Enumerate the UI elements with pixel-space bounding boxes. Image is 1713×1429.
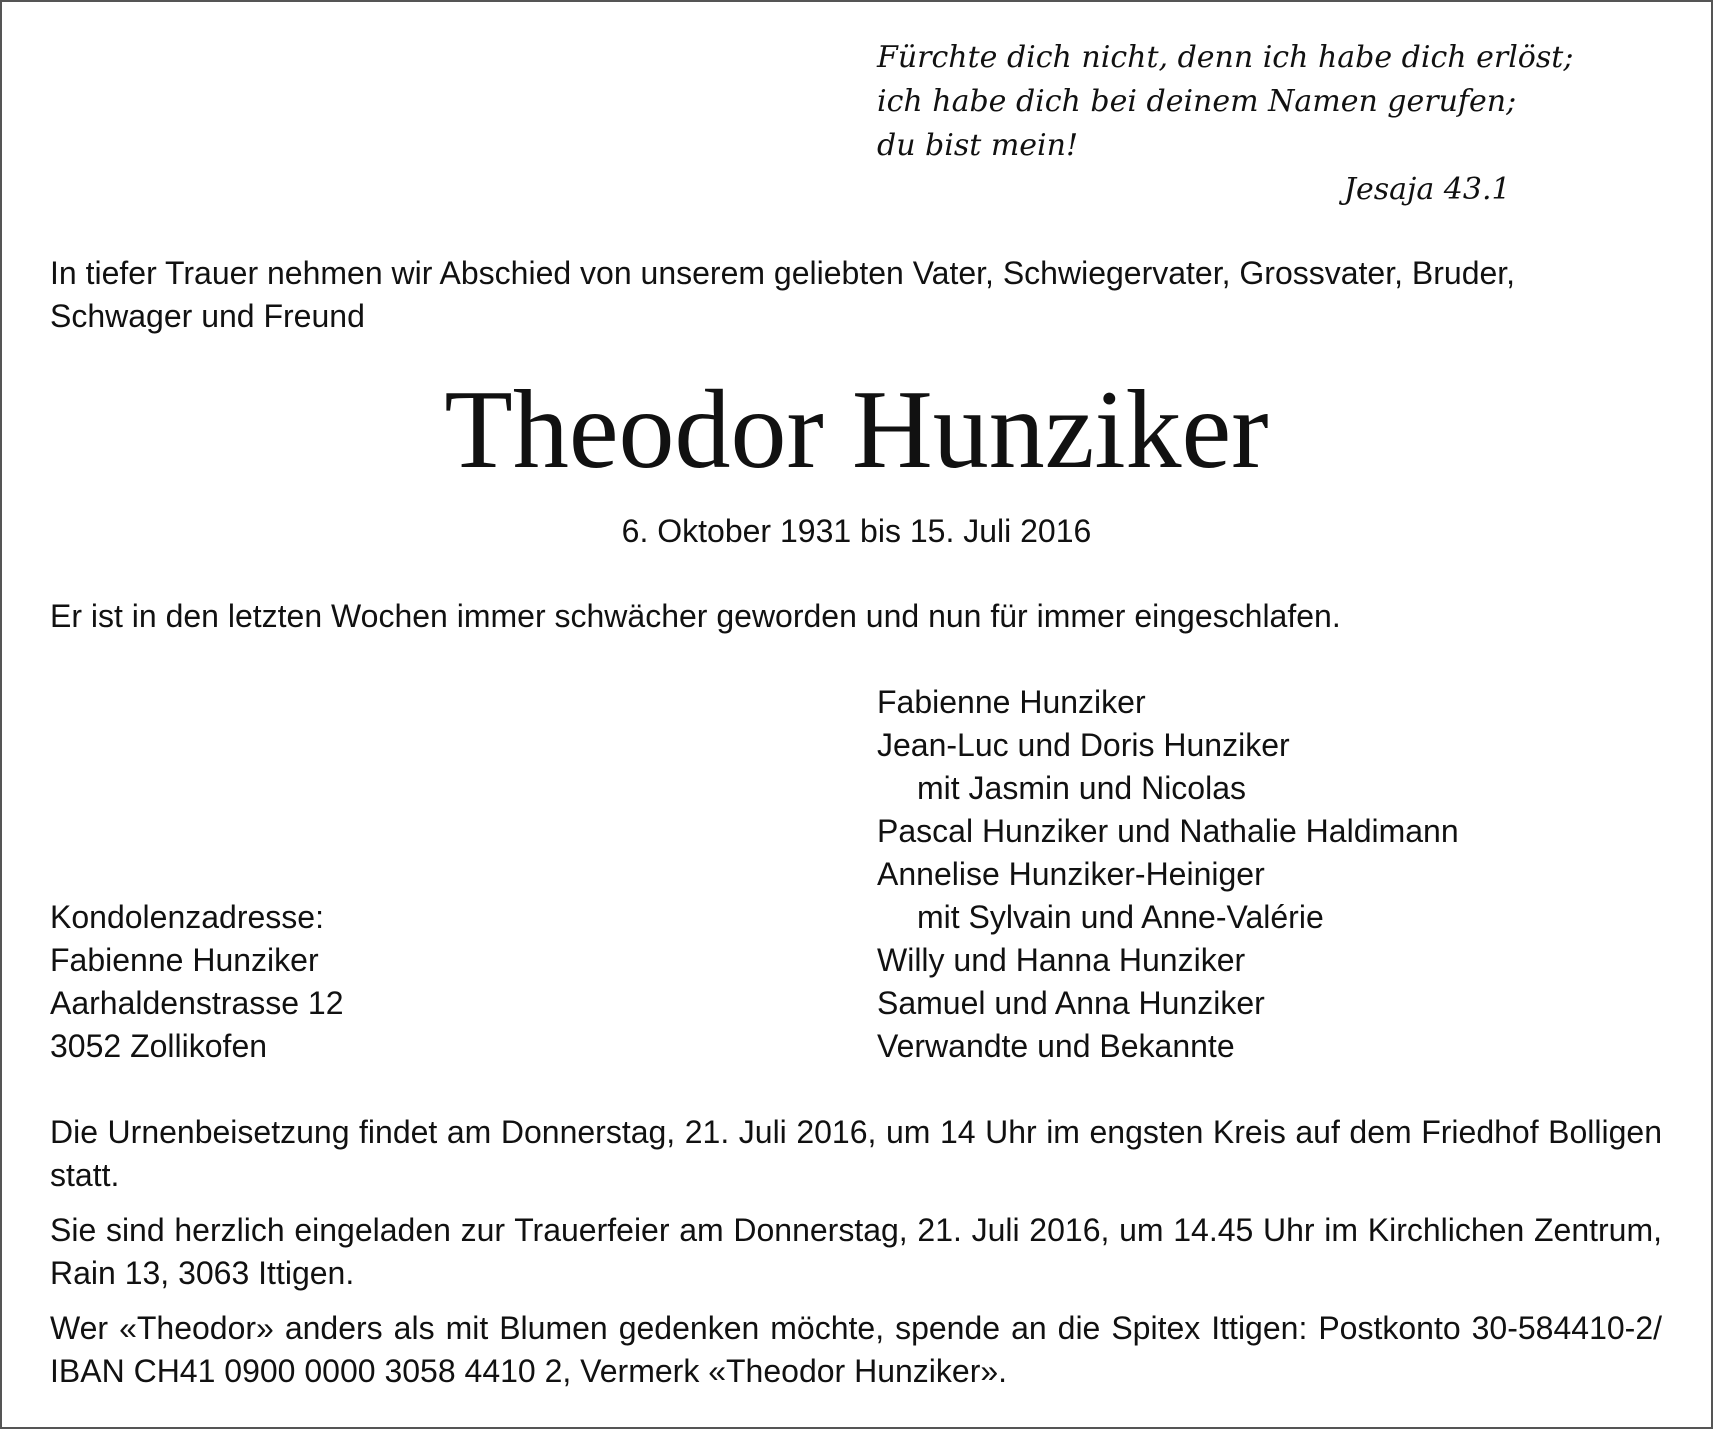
condolence-address bbox=[50, 896, 344, 1068]
mourner-name: Fabienne Hunziker bbox=[877, 684, 1146, 720]
mourner-name: Jean-Luc und Doris Hunziker bbox=[877, 727, 1290, 763]
mourner-name: Verwandte und Bekannte bbox=[877, 1028, 1235, 1064]
address-city: 3052 Zollikofen bbox=[50, 1028, 268, 1064]
mourner-name: mit Jasmin und Nicolas bbox=[917, 770, 1246, 806]
intro-text: In tiefer Trauer nehmen wir Abschied von unserem geliebten Vater, Schwiegervater, Grossvater, Bruder, Schwager und Freund bbox=[50, 255, 1516, 334]
address-street: Aarhaldenstrasse 12 bbox=[50, 985, 344, 1021]
deceased-name: Theodor Hunziker bbox=[444, 368, 1269, 492]
address-label: Kondolenzadresse: bbox=[50, 899, 324, 935]
donation-paragraph: Wer «Theodor» anders als mit Blumen gedenken möchte, spende an die Spitex Ittigen: Postkonto 30-584410-2/ IBAN CH41 0900 0000 3058 4410 2, Vermerk «Theodor Hunziker». bbox=[50, 1310, 1662, 1389]
life-dates: 6. Oktober 1931 bis 15. Juli 2016 bbox=[621, 513, 1092, 549]
verse-line: du bist mein! bbox=[877, 128, 1079, 163]
mourner-name: Samuel und Anna Hunziker bbox=[877, 985, 1265, 1021]
ceremony-paragraph: Sie sind herzlich eingeladen zur Trauerfeier am Donnerstag, 21. Juli 2016, um 14.45 Uhr im Kirchlichen Zentrum, Rain 13, 3063 Ittigen. bbox=[50, 1212, 1662, 1291]
burial-paragraph: Die Urnenbeisetzung findet am Donnerstag, 21. Juli 2016, um 14 Uhr im engsten Kreis auf dem Friedhof Bolligen statt. bbox=[50, 1114, 1662, 1193]
mourner-name: mit Sylvain und Anne-Valérie bbox=[917, 899, 1324, 935]
mourner-name: Willy und Hanna Hunziker bbox=[877, 942, 1246, 978]
verse-line: ich habe dich bei deinem Namen gerufen; bbox=[877, 84, 1517, 119]
verse-line: Fürchte dich nicht, denn ich habe dich erlöst; bbox=[877, 40, 1574, 75]
statement-text: Er ist in den letzten Wochen immer schwächer geworden und nun für immer eingeschlafen. bbox=[50, 598, 1341, 634]
mourner-name: Annelise Hunziker-Heiniger bbox=[877, 856, 1265, 892]
mourner-name: Pascal Hunziker und Nathalie Haldimann bbox=[877, 813, 1459, 849]
verse-reference: Jesaja 43.1 bbox=[1344, 172, 1511, 207]
bible-verse bbox=[877, 36, 1573, 168]
mourners-list bbox=[877, 681, 1459, 1068]
address-name: Fabienne Hunziker bbox=[50, 942, 319, 978]
